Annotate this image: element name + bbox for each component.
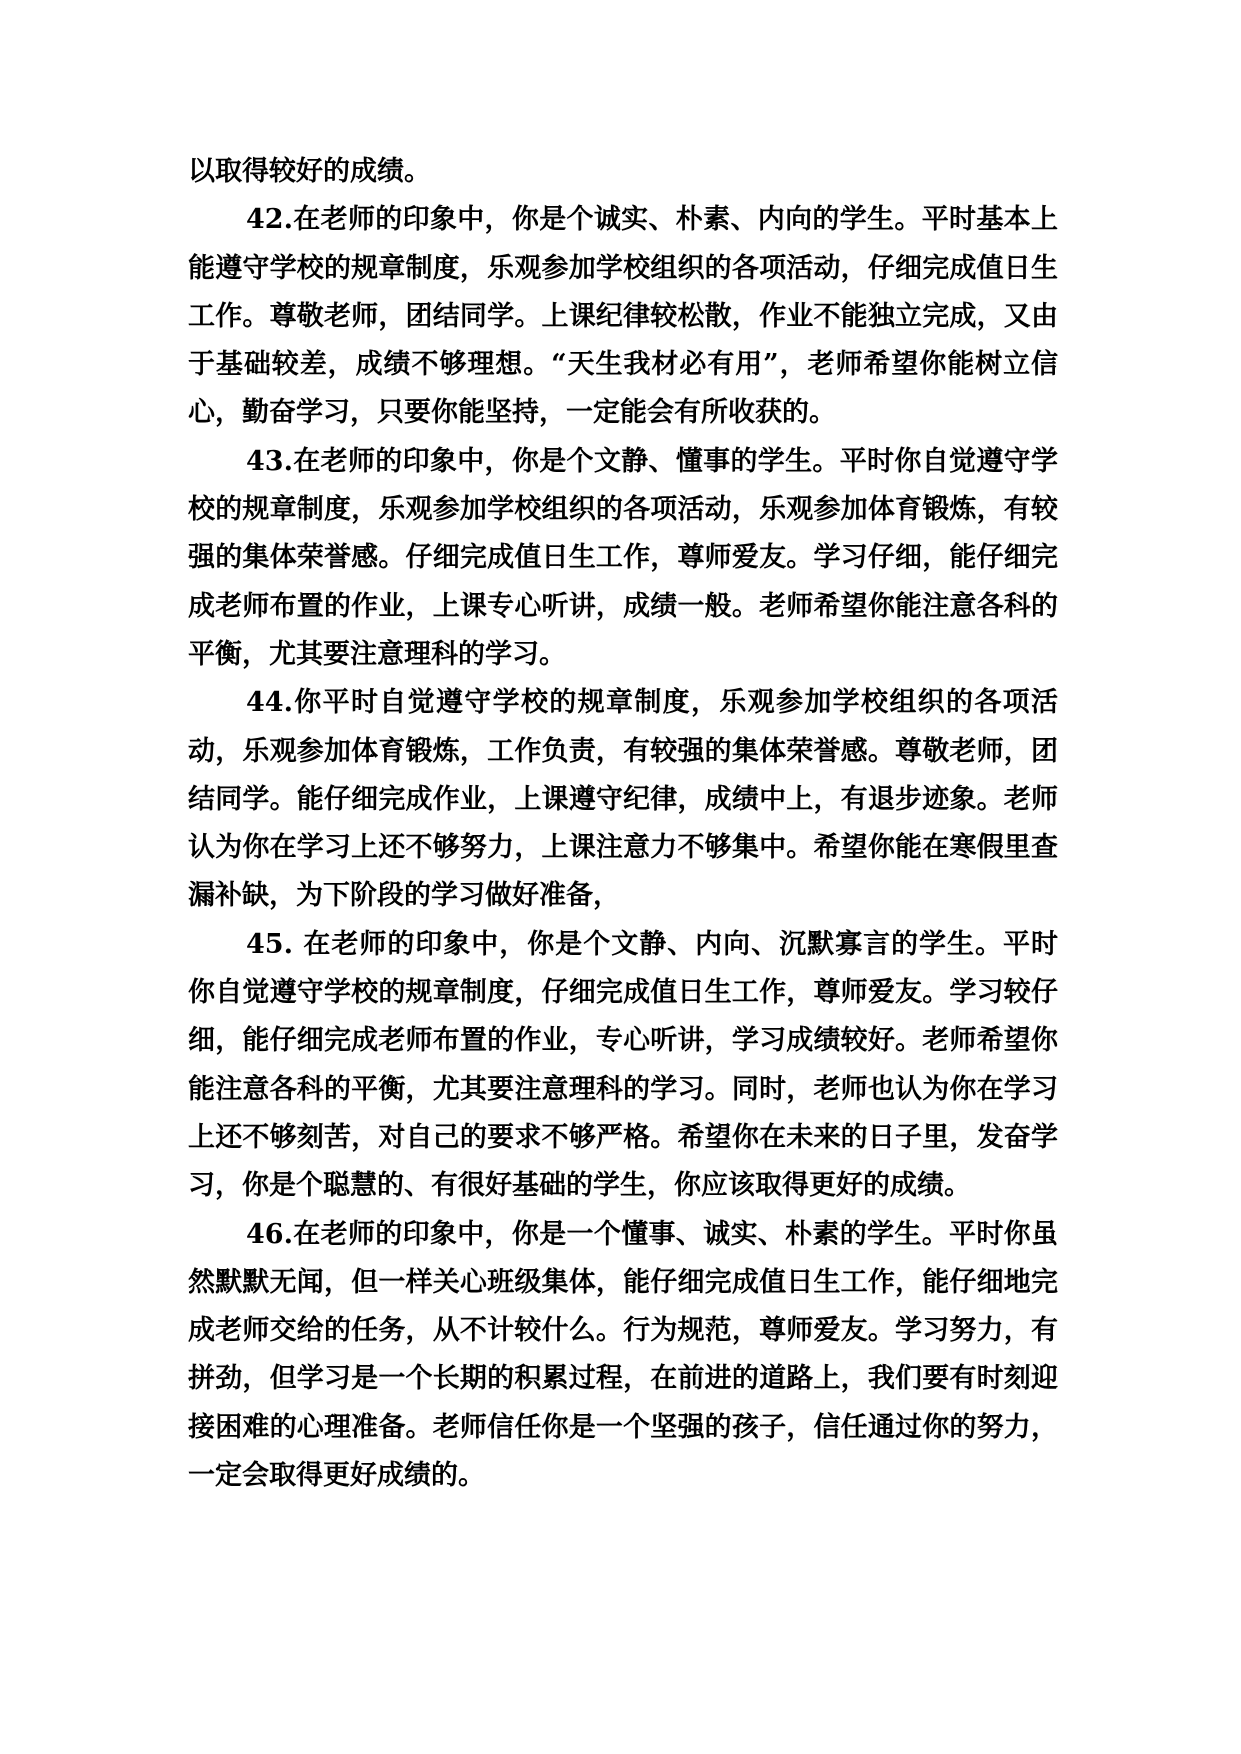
paragraph-comment-45: 45. 在老师的印象中，你是个文静、内向、沉默寡言的学生。平时你自觉遵守学校的规章制度，仔细完成值日生工作，尊师爱友。学习较仔细，能仔细完成老师布置的作业，专心听讲，学习成绩较好。老师希望你能注意各科的平衡，尤其要注意理科的学习。同时，老师也认为你在学习上还不够刻苦，对自己的要求不够严格。希望你在未来的日子里，发奋学习，你是个聪慧的、有很好基础的学生，你应该取得更好的成绩。	[188, 928, 1058, 1202]
paragraph-comment-42: 42.在老师的印象中，你是个诚实、朴素、内向的学生。平时基本上能遵守学校的规章制度，乐观参加学校组织的各项活动，仔细完成值日生工作。尊敬老师，团结同学。上课纪律较松散，作业不能独立完成，又由于基础较差，成绩不够理想。“天生我材必有用”，老师希望你能树立信心，勤奋学习，只要你能坚持，一定能会有所收获的。	[188, 204, 1058, 429]
paragraph-comment-43: 43.在老师的印象中，你是个文静、懂事的学生。平时你自觉遵守学校的规章制度，乐观参加学校组织的各项活动，乐观参加体育锻炼，有较强的集体荣誉感。仔细完成值日生工作，尊师爱友。学习仔细，能仔细完成老师布置的作业，上课专心听讲，成绩一般。老师希望你能注意各科的平衡，尤其要注意理科的学习。	[188, 445, 1058, 670]
paragraph-comment-46: 46.在老师的印象中，你是一个懂事、诚实、朴素的学生。平时你虽然默默无闻，但一样关心班级集体，能仔细完成值日生工作，能仔细地完成老师交给的任务，从不计较什么。行为规范，尊师爱友。学习努力，有拼劲，但学习是一个长期的积累过程，在前进的道路上，我们要有时刻迎接困难的心理准备。老师信任你是一个坚强的孩子，信任通过你的努力，一定会取得更好成绩的。	[188, 1218, 1058, 1492]
paragraph-continuation: 以取得较好的成绩。	[188, 156, 431, 187]
document-body	[188, 148, 1058, 1500]
paragraph-comment-44: 44.你平时自觉遵守学校的规章制度，乐观参加学校组织的各项活动，乐观参加体育锻炼，工作负责，有较强的集体荣誉感。尊敬老师，团结同学。能仔细完成作业，上课遵守纪律，成绩中上，有退步迹象。老师认为你在学习上还不够努力，上课注意力不够集中。希望你能在寒假里查漏补缺，为下阶段的学习做好准备，	[188, 687, 1058, 912]
